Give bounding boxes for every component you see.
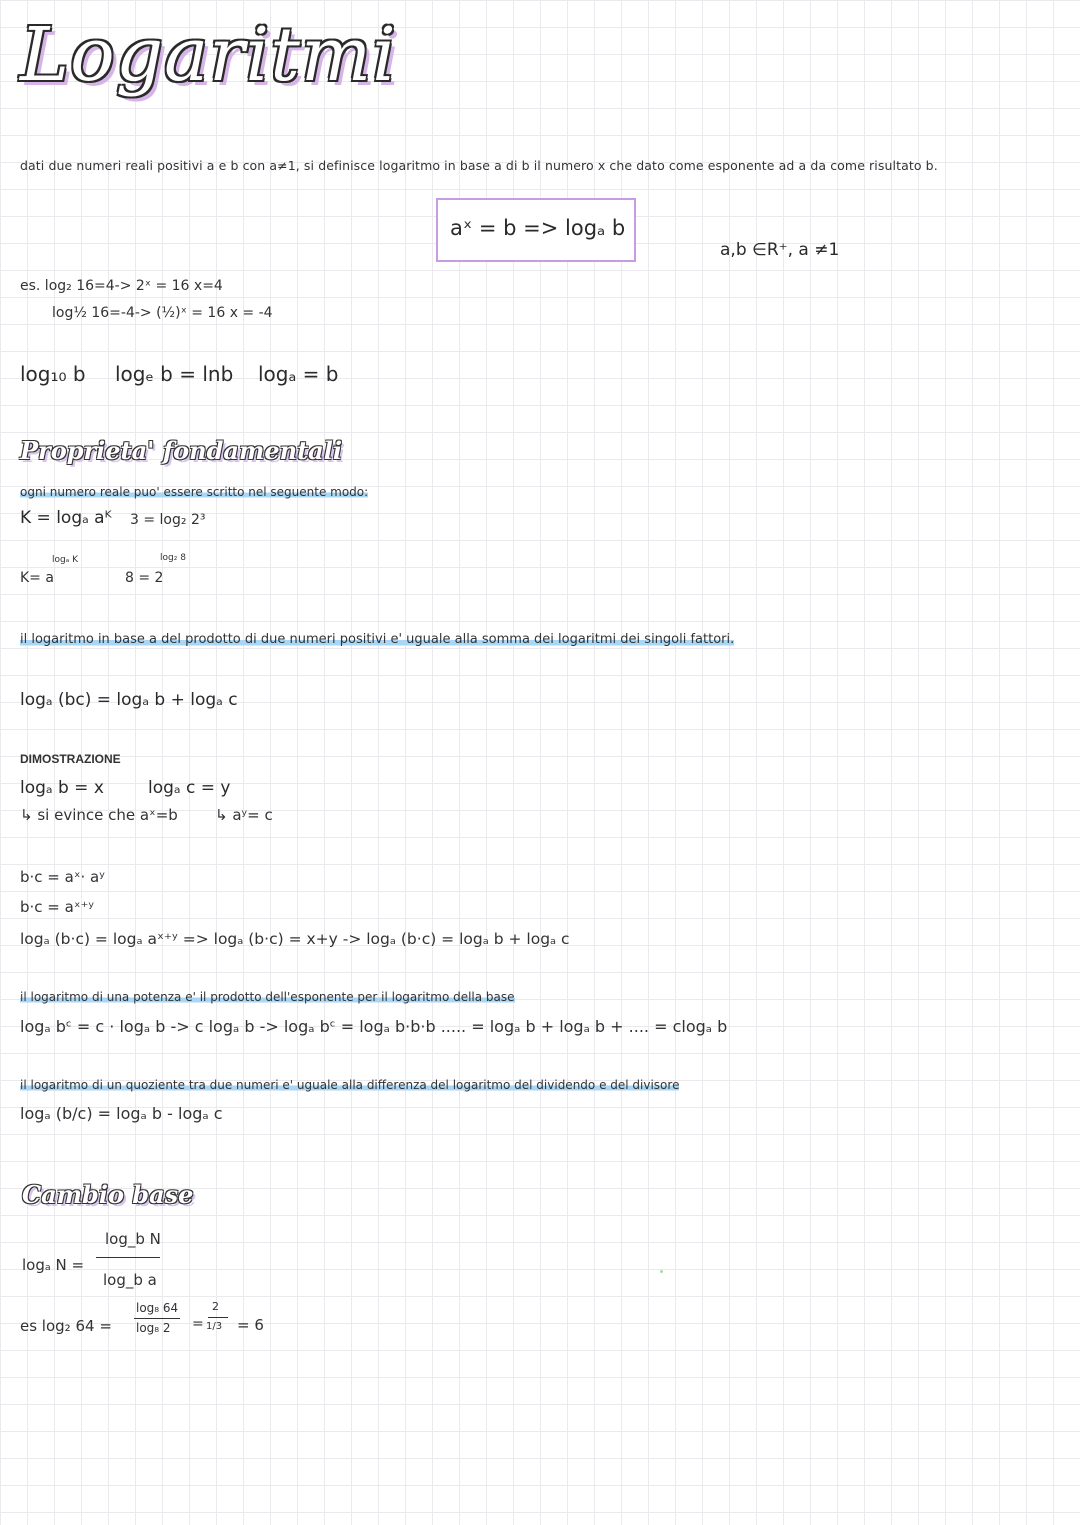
power-rule-formula: logₐ bᶜ = c · logₐ b -> c logₐ b -> logₐ bᶜ = logₐ b·b·b ..... = logₐ b + logₐ b + .... = clogₐ b	[20, 1017, 728, 1036]
demo-line-1a: logₐ b = x	[20, 778, 104, 798]
demo-label: DIMOSTRAZIONE	[20, 752, 121, 766]
quotient-rule-highlight: il logaritmo di un quoziente tra due numeri e' uguale alla differenza del logaritmo del dividendo e del divisore	[20, 1078, 680, 1092]
example-2: log½ 16=-4-> (½)ˣ = 16 x = -4	[52, 305, 273, 321]
change-example-fraction-line	[134, 1318, 180, 1319]
change-base-lhs: logₐ N =	[22, 1256, 85, 1274]
change-base-numerator: log_b N	[105, 1230, 161, 1248]
change-example-fraction-line-2	[208, 1317, 228, 1318]
change-example-lhs: es log₂ 64 =	[20, 1317, 112, 1335]
k-log-formula: K = logₐ aᴷ	[20, 508, 112, 528]
definition-text: dati due numeri reali positivi a e b con a≠1, si definisce logaritmo in base a di b il numero x che dato come esponente ad a da come risultato b.	[20, 158, 938, 173]
product-rule-text	[20, 632, 734, 647]
change-base-denominator: log_b a	[103, 1271, 157, 1289]
product-rule-formula: logₐ (bc) = logₐ b + logₐ c	[20, 690, 238, 710]
k-pow-exponent: logₐ K	[52, 555, 79, 565]
quotient-rule-text	[20, 1078, 679, 1092]
loga-notation: logₐ = b	[258, 362, 339, 386]
demo-line-5: logₐ (b·c) = logₐ aˣ⁺ʸ => logₐ (b·c) = x+y -> logₐ (b·c) = logₐ b + logₐ c	[20, 930, 570, 948]
change-example-equals: =	[192, 1316, 204, 1332]
k-pow-example-exponent: log₂ 8	[160, 553, 186, 563]
page-title: Logaritmi	[20, 12, 397, 98]
change-example-result: = 6	[237, 1316, 264, 1334]
every-number-highlight: ogni numero reale puo' essere scritto nel seguente modo:	[20, 485, 369, 499]
log10-notation: log₁₀ b	[20, 362, 86, 386]
change-example-denominator: log₈ 2	[136, 1321, 171, 1335]
demo-line-2b: ↳ aʸ= c	[215, 806, 273, 824]
k-pow-base: K= a	[20, 570, 54, 586]
every-number-text	[20, 485, 368, 499]
condition-text: a,b ∈R⁺, a ≠1	[720, 240, 840, 260]
change-example-numerator: log₈ 64	[136, 1301, 179, 1315]
demo-line-3: b·c = aˣ· aʸ	[20, 868, 105, 886]
demo-line-4: b·c = aˣ⁺ʸ	[20, 898, 94, 916]
change-example-denominator-2: 1/3	[206, 1321, 223, 1332]
power-rule-highlight: il logaritmo di una potenza e' il prodotto dell'esponente per il logaritmo della base	[20, 990, 515, 1004]
loge-notation: logₑ b = lnb	[115, 362, 234, 386]
demo-line-2a: ↳ si evince che aˣ=b	[20, 806, 178, 824]
example-1: es. log₂ 16=4-> 2ˣ = 16 x=4	[20, 278, 223, 294]
k-pow-example-base: 8 = 2	[125, 570, 164, 586]
power-rule-text	[20, 990, 515, 1004]
boxed-formula: aˣ = b => logₐ b	[450, 216, 626, 240]
change-base-fraction-line	[96, 1257, 160, 1258]
section-properties-heading: Proprieta' fondamentali	[20, 436, 342, 465]
change-example-numerator-2: 2	[212, 1300, 219, 1313]
demo-line-1b: logₐ c = y	[148, 778, 231, 798]
section-change-base-heading: Cambio base	[22, 1180, 194, 1209]
quotient-rule-formula: logₐ (b/c) = logₐ b - logₐ c	[20, 1104, 223, 1123]
k-log-example: 3 = log₂ 2³	[130, 512, 206, 528]
product-rule-highlight: il logaritmo in base a del prodotto di due numeri positivi e' uguale alla somma dei logaritmi dei singoli fattori.	[20, 632, 735, 647]
stray-pen-mark	[660, 1270, 663, 1273]
